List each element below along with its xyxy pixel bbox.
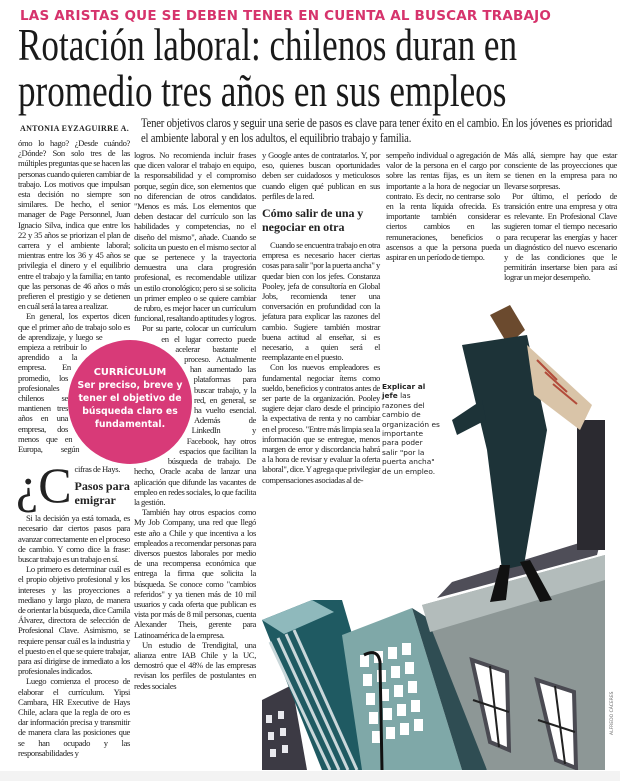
column-4	[386, 150, 500, 262]
illustration-caption	[382, 382, 440, 476]
paragraph: Un estudio de Trendigital, una alianza entre IAB Chile y la UC, demostró que el 48% de las empresas revisan los perfiles de postulantes en redes sociales	[134, 639, 256, 691]
caption-bold: Explicar al jefe	[382, 382, 426, 401]
page-bottom-strip	[0, 771, 620, 781]
paragraph: Luego comienza el proceso de elaborar el currículum. Yipsi Cambara, HR Executive de Hays Chile, aclara que la regla de oro es dar información precisa y transmitir de manera clara las posiciones que se han ocupado y las responsabilidades y	[18, 676, 130, 758]
paragraph: Por último, el período de transición entre una empresa y otra es relevante. En Profesional Clave sugieren tomar el tiempo necesario para recuperar las energías y hacer un diagnóstico del nuevo escenario y de las condiciones que le permitirán insertarse bien para así lograr un mejor desempeño.	[504, 190, 617, 283]
callout-text: Ser preciso, breve y tener el objetivo de búsqueda claro es fundamental.	[77, 380, 183, 430]
callout-circle	[68, 340, 192, 464]
paragraph: En general, los expertos dicen que el primer año de trabajo solo es de aprendizaje, y luego se empieza a retribuir lo aprendido a la empresa. En promedio, los profesionales chilenos se mantienen tres años en una empresa, dos menos que en Europa, según cifras de Hays.	[18, 311, 130, 474]
column-5	[504, 150, 617, 283]
paragraph: sempeño individual o agregación de valor de la persona en el cargo por sobre las rentas fijas, es un ítem importante a la hora de negociar un contrato. Es decir, no centrarse solo en la renta líquida ofrecida. Es importante también considerar ciertos cambios en las remuneraciones, beneficios o ascensos a que la persona pueda aspirar en un período de tiempo.	[386, 150, 500, 263]
dropcap: ¿C	[16, 457, 72, 513]
callout-title: CURRÍCULUM	[93, 367, 167, 378]
column-3	[262, 150, 380, 485]
paragraph: Con los nuevos empleadores es fundamental negociar ítems como sueldo, beneficios y contratos antes de ser parte de la organización. Pooley sugiere dejar claro desde el principio la expectativa de renta y no cambiar en el proceso. "Entre más limpia sea la información que se entregue, menos margen de error y discordancia habrá a la hora de revisar y evaluar la oferta laboral", dice. Y agrega que privilegiar compensaciones asociadas al de-	[262, 362, 380, 485]
kicker: LAS ARISTAS QUE SE DEBEN TENER EN CUENTA AL BUSCAR TRABAJO	[20, 8, 552, 24]
subhead-pasos: Pasos para emigrar	[74, 479, 130, 507]
paragraph: ómo lo hago? ¿Desde cuándo? ¿Dónde? Son solo tres de las múltiples preguntas que se hacen las personas cuando quieren cambiar de trabajo. Los motivos que impulsan esta decisión no siempre son similares. De hecho, el senior manager de Page Personnel, Juan Ignacio Silva, indica que entre los 22 y 35 años se priorizan el plan de carrera y el ambiente laboral; mientras entre los 36 y 45 años se privilegia el dinero y el equilibrio entre el trabajo y la familia; en tanto que las personas de 46 años o más prefieren el prestigio y se detienen en cuál será la tarea a realizar.	[18, 138, 130, 312]
headline: Rotación laboral: chilenos duran en promedio tres años en sus empleos	[18, 20, 518, 116]
paragraph: Más allá, siempre hay que estar consciente de las proyecciones que se tienen en la empresa para no llevarse sorpresas.	[504, 150, 617, 191]
paragraph: Por su parte, colocar un currículum en el lugar correcto puede acelerar bastante el proceso. Actualmente han aumentado las plataformas para buscar trabajo, y la red, en general, se ha vuelto esencial. Además de LinkedIn y Facebook, hay otros espacios que facilitan la búsqueda de trabajo. De hecho, Oracle acaba de lanzar una aplicación que difunde las vacantes de empleo en redes sociales, lo que facilita la gestión.	[134, 323, 256, 507]
paragraph: Si la decisión ya está tomada, es necesario dar ciertos pasos para avanzar correctamente en el proceso de cambio. Y como dice la frase: buscar trabajo es un trabajo en sí.	[18, 513, 130, 565]
subhead-salir: Cómo salir de una y negociar en otra	[262, 206, 364, 234]
paragraph: También hay otros espacios como My Job Company, una red que llegó este año a Chile y que incentiva a los empleados a recomendar personas para diversos puestos laborales por medio de una recompensa económica que entrega la firma que solicita la búsqueda. Se conoce como "cambios referidos" y ya tienen más de 10 mil usuarios y cada oferta que publican es vista por más de 8 mil personas, cuenta Alexander Theis, gerente para Latinoamérica de la empresa.	[134, 507, 256, 640]
paragraph: y Google antes de contratarlos. Y, por eso, quienes buscan oportunidades deben ser cuidadosos y meticulosos cuando eligen qué publican en sus perfiles de la red.	[262, 150, 380, 201]
paragraph: logros. No recomienda incluir frases que dicen valorar el trabajo en equipo, la responsabilidad y el compromiso porque, según dice, son elementos que no diferencian de otros candidatos. "Menos es más. Los elementos que deben destacar del currículo son las habilidades y competencias, no el diseño del mismo", añade. Cuando se solicita un puesto en el mismo sector al que se pertenece y la trayectoria demuestra una clara progresión profesional, es recomendable utilizar un estilo cronológico; pero si se solicita un primer empleo o se quiere cambiar de rubro, es mejor hacer un currículum funcional, resaltando aptitudes y logros.	[134, 150, 256, 324]
photo-credit: ALFREDO CÁCERES	[610, 691, 615, 735]
paragraph: Cuando se encuentra trabajo en otra empresa es necesario hacer ciertas cosas para salir "por la puerta ancha" y quedar bien con los jefes. Constanza Pooley, jefa de consultoría en Global Jobs, recomienda tener una conversación en profundidad con la jefatura para explicar las razones del cambio. Sugiere también mostrar buena actitud al enseñar, si es necesario, a quien será el reemplazante en el puesto.	[262, 240, 380, 363]
byline: ANTONIA EYZAGUIRRE A.	[20, 124, 130, 133]
dek: Tener objetivos claros y seguir una serie de pasos es clave para tener éxito en el cambio. En los jóvenes es prioridad el ambiente laboral y en los adultos, el equilibrio trabajo y familia.	[141, 116, 613, 145]
paragraph: Lo primero es determinar cuál es el propio objetivo profesional y los intereses y las proyecciones a mediano y largo plazo, de manera de orientar la búsqueda, dice Camila Álvarez, directora de selección de Profesional Clave. Asimismo, se requiere pensar cuál es la industria y el puesto en el que se quiere trabajar, para así dirigirse de inmediato a los profesionales indicados.	[18, 564, 130, 677]
caption-text: las razones del cambio de organización es importante para poder salir "por la puerta ancha" de un empleo.	[382, 391, 440, 476]
